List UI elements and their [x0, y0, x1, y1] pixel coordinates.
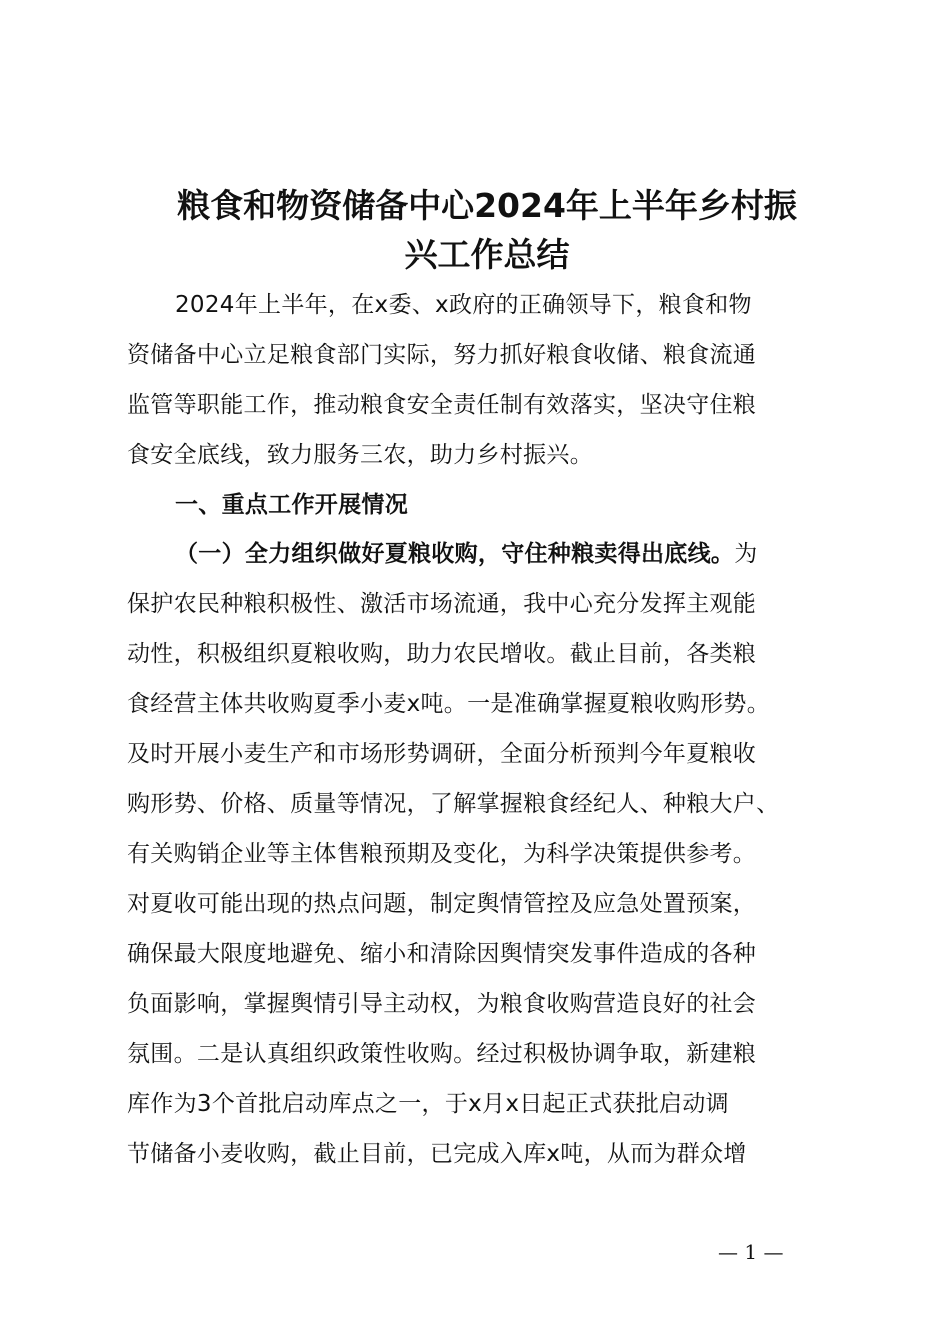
- body-line: 购形势、价格、质量等情况，了解掌握粮食经纪人、种粮大户、: [127, 791, 780, 817]
- page-number: — 1 —: [718, 1240, 784, 1264]
- intro-line: 监管等职能工作，推动粮食安全责任制有效落实，坚决守住粮: [127, 392, 757, 418]
- body-line: 确保最大限度地避免、缩小和清除因舆情突发事件造成的各种: [127, 941, 757, 967]
- intro-line: 食安全底线，致力服务三农，助力乡村振兴。: [127, 442, 593, 468]
- body-line: 动性，积极组织夏粮收购，助力农民增收。截止目前，各类粮: [127, 641, 757, 667]
- body-line: 负面影响，掌握舆情引导主动权，为粮食收购营造良好的社会: [127, 991, 757, 1017]
- body-line: 食经营主体共收购夏季小麦x吨。一是准确掌握夏粮收购形势。: [127, 691, 771, 717]
- body-line: 氛围。二是认真组织政策性收购。经过积极协调争取，新建粮: [127, 1041, 757, 1067]
- body-line: 库作为3个首批启动库点之一，于x月x日起正式获批启动调: [127, 1091, 729, 1117]
- document-title-line-2: 兴工作总结: [404, 235, 570, 274]
- intro-line: 2024年上半年，在x委、x政府的正确领导下，粮食和物: [175, 292, 752, 318]
- subsection-heading: （一）全力组织做好夏粮收购，守住种粮卖得出底线。: [175, 541, 735, 567]
- body-line: 保护农民种粮积极性、激活市场流通，我中心充分发挥主观能: [127, 591, 757, 617]
- section-heading: 一、重点工作开展情况: [175, 492, 408, 518]
- body-line: 对夏收可能出现的热点问题，制定舆情管控及应急处置预案，: [127, 891, 757, 917]
- body-line: 及时开展小麦生产和市场形势调研，全面分析预判今年夏粮收: [127, 741, 757, 767]
- document-title-line-1: 粮食和物资储备中心2024年上半年乡村振: [177, 186, 797, 225]
- body-text: 为: [734, 541, 758, 567]
- subsection-first-line: [175, 539, 855, 569]
- body-line: 有关购销企业等主体售粮预期及变化，为科学决策提供参考。: [127, 841, 757, 867]
- intro-line: 资储备中心立足粮食部门实际，努力抓好粮食收储、粮食流通: [127, 342, 757, 368]
- body-line: 节储备小麦收购，截止目前，已完成入库x吨，从而为群众增: [127, 1141, 747, 1167]
